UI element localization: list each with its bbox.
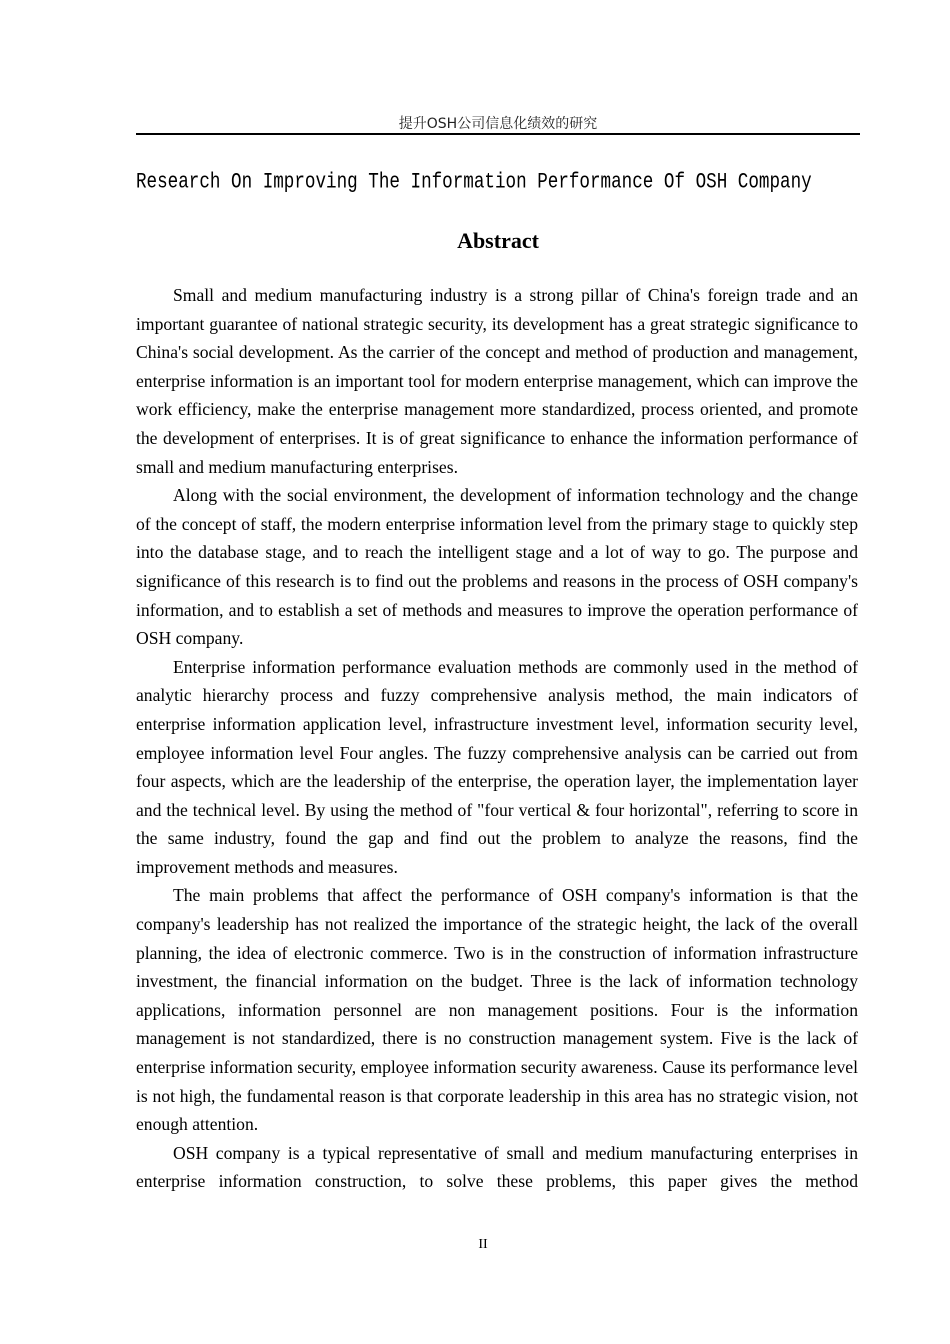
paper-title: Research On Improving The Information Performance Of OSH Company: [136, 170, 812, 195]
abstract-body: [136, 281, 858, 1196]
abstract-heading: Abstract: [457, 228, 539, 253]
page-number: II: [478, 1237, 488, 1252]
header-rule: [136, 133, 860, 135]
paragraph: Along with the social environment, the development of information technology and the change of the concept of staff, the modern enterprise information level from the primary stage to quickly step into the database stage, and to reach the intelligent stage and a lot of way to go. The purpose and significance of this research is to find out the problems and reasons in the process of OSH company's information, and to establish a set of methods and measures to improve the operation performance of OSH company.: [136, 485, 858, 649]
paragraph: Enterprise information performance evaluation methods are commonly used in the method of analytic hierarchy process and fuzzy comprehensive analysis method, the main indicators of enterprise information application level, infrastructure investment level, information security level, employee information level Four angles. The fuzzy comprehensive analysis can be carried out from four aspects, which are the leadership of the enterprise, the operation layer, the implementation layer and the technical level. By using the method of "four vertical & four horizontal", referring to score in the same industry, found the gap and find out the problem to analyze the reasons, find the improvement methods and measures.: [136, 656, 858, 877]
paragraph: The main problems that affect the performance of OSH company's information is that the company's leadership has not realized the importance of the strategic height, the lack of the overall planning, the idea of electronic commerce. Two is in the construction of information infrastructure investment, the financial information on the budget. Three is the lack of information technology applications, information personnel are non management positions. Four is the information management is not standardized, there is no construction management system. Five is the lack of enterprise information security, employee information security awareness. Cause its performance level is not high, the fundamental reason is that corporate leadership in this area has no strategic vision, not enough attention.: [136, 885, 858, 1135]
paragraph: Small and medium manufacturing industry is a strong pillar of China's foreign trade and an important guarantee of national strategic security, its development has a great strategic significance to China's social development. As the carrier of the concept and method of production and management, enterprise information is an important tool for modern enterprise management, which can improve the work efficiency, make the enterprise management more standardized, process oriented, and promote the development of enterprises. It is of great significance to enhance the information performance of small and medium manufacturing enterprises.: [136, 285, 858, 477]
running-header: 提升OSH公司信息化绩效的研究: [398, 116, 598, 132]
paragraph: OSH company is a typical representative of small and medium manufacturing enterprises in enterprise information construction, to solve these problems, this paper gives the method: [136, 1142, 858, 1192]
